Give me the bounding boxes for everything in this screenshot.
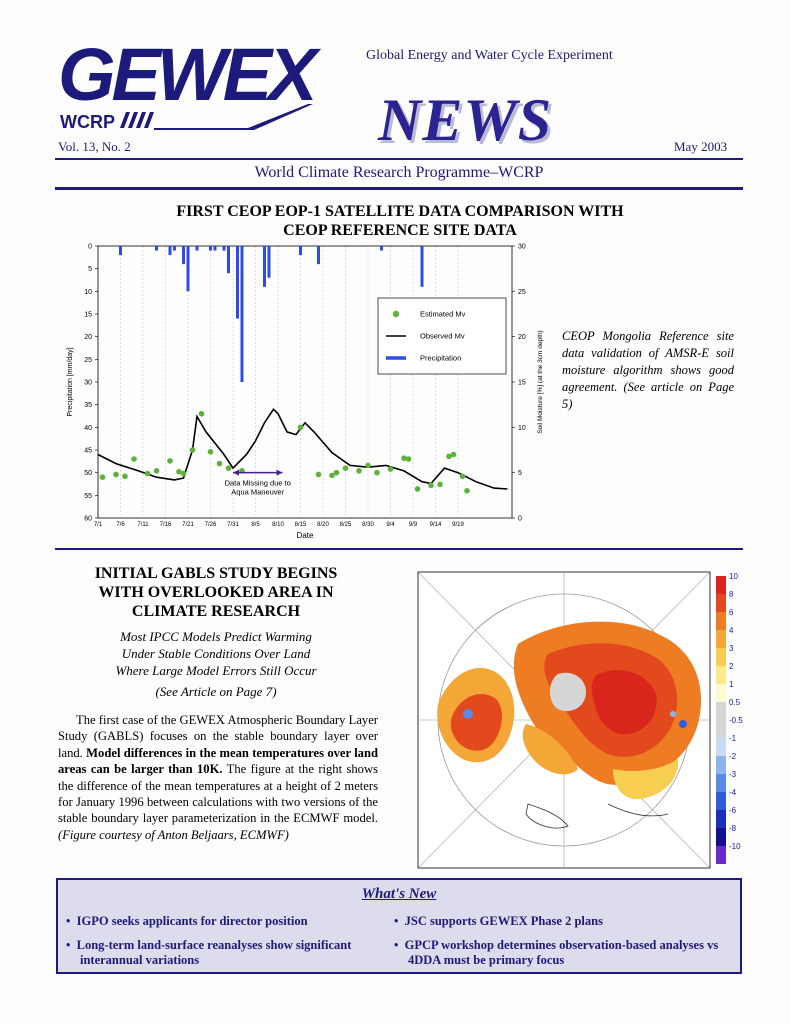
- y-left-tick-label: 30: [84, 379, 92, 387]
- precipitation-bar: [299, 246, 302, 255]
- x-tick-label: 9/14: [429, 522, 442, 528]
- estimated-mv-point: [406, 456, 412, 462]
- y-right-tick-label: 10: [518, 424, 526, 432]
- scale-label: -6: [729, 806, 737, 815]
- whats-new-item[interactable]: • JSC supports GEWEX Phase 2 plans: [394, 914, 603, 928]
- article2-body-part1: The first case of the GEWEX Atmospheric Boundary Layer Study (GABLS) focuses on the stable boundary layer over land.: [58, 713, 378, 760]
- annotation-arrow-head-left: [233, 470, 239, 476]
- x-tick-label: 9/4: [386, 522, 395, 528]
- chart-svg: [60, 238, 550, 544]
- chart-caption: CEOP Mongolia Reference site data validation of AMSR-E soil moisture algorithm shows good agreement. (See article on Page 5): [562, 329, 734, 411]
- legend-entry: Precipitation: [420, 353, 462, 363]
- scale-swatch: [716, 810, 726, 828]
- precipitation-bar: [317, 246, 320, 264]
- precipitation-bar: [223, 246, 226, 251]
- scale-swatch: [716, 720, 726, 738]
- scale-label: 3: [729, 644, 734, 653]
- article2-subtitle-line2: Under Stable Conditions Over Land: [121, 646, 311, 661]
- estimated-mv-point: [145, 471, 151, 477]
- scale-label: -10: [729, 842, 741, 851]
- estimated-mv-point: [428, 483, 434, 489]
- estimated-mv-point: [190, 447, 196, 453]
- article1-headline: [60, 202, 740, 240]
- estimated-mv-point: [113, 472, 119, 478]
- scale-swatch: [716, 756, 726, 774]
- scale-swatch: [716, 738, 726, 756]
- legend-entry: Observed Mv: [420, 331, 465, 341]
- scale-swatch: [716, 792, 726, 810]
- scale-label: 6: [729, 608, 734, 617]
- scale-label: 0.5: [729, 698, 741, 707]
- y-left-tick-label: 60: [84, 515, 92, 523]
- scale-swatch: [716, 684, 726, 702]
- scale-swatch: [716, 666, 726, 684]
- x-tick-label: 8/10: [272, 522, 284, 528]
- scale-label: -0.5: [729, 716, 743, 725]
- precipitation-bar: [421, 246, 424, 287]
- issue-date: May 2003: [674, 139, 728, 154]
- scale-label: 2: [729, 662, 734, 671]
- x-tick-label: 8/5: [251, 522, 260, 528]
- precipitation-bar: [182, 246, 185, 264]
- annotation-text-line1: Data Missing due to: [224, 478, 291, 488]
- whats-new-item-text: JSC supports GEWEX Phase 2 plans: [404, 914, 603, 928]
- scale-label: -3: [729, 770, 737, 779]
- scale-swatch: [716, 702, 726, 720]
- estimated-mv-point: [199, 411, 205, 417]
- precipitation-bar: [155, 246, 158, 251]
- estimated-mv-point: [343, 465, 349, 471]
- scale-label: 4: [729, 626, 734, 635]
- y-left-axis-title: Precipitation [mm/day]: [67, 347, 74, 417]
- article2-headline-line1: INITIAL GABLS STUDY BEGINS: [94, 565, 338, 582]
- y-left-tick-label: 25: [84, 356, 92, 364]
- whats-new-item[interactable]: • GPCP workshop determines observation-based analyses vs 4DDA must be primary focus: [394, 938, 719, 967]
- scale-label: -8: [729, 824, 737, 833]
- whats-new-item-text: IGPO seeks applicants for director position: [76, 914, 308, 928]
- estimated-mv-point: [122, 473, 128, 479]
- observed-mv-line: [98, 409, 508, 489]
- estimated-mv-point: [334, 470, 340, 476]
- y-left-tick-label: 0: [88, 243, 92, 251]
- precipitation-bar: [187, 246, 190, 291]
- estimated-mv-point: [464, 488, 470, 494]
- logo-sub-text: WCRP: [60, 112, 115, 132]
- x-tick-label: 7/1: [93, 522, 103, 528]
- estimated-mv-point: [167, 458, 173, 464]
- article2-headline-line3: CLIMATE RESEARCH: [131, 603, 301, 620]
- estimated-mv-point: [451, 452, 457, 458]
- y-left-tick-label: 50: [84, 470, 92, 478]
- x-tick-label: 8/25: [339, 522, 352, 528]
- x-tick-label: 7/26: [204, 522, 217, 528]
- map-svg: [408, 564, 748, 874]
- annotation-arrow-head-right: [277, 470, 283, 476]
- x-tick-label: 7/21: [182, 522, 194, 528]
- x-tick-label: 9/9: [408, 522, 418, 528]
- precipitation-bar: [173, 246, 176, 251]
- y-right-tick-label: 20: [518, 334, 526, 342]
- estimated-mv-point: [298, 425, 304, 431]
- scale-swatch: [716, 630, 726, 648]
- soil-moisture-chart: [60, 238, 550, 549]
- whats-new-title: What's New: [361, 886, 437, 902]
- annotation-text-line2: Aqua Maneuver: [231, 487, 285, 497]
- estimated-mv-point: [388, 466, 394, 472]
- estimated-mv-point: [217, 461, 223, 467]
- y-right-tick-label: 25: [518, 288, 526, 296]
- y-left-tick-label: 20: [84, 334, 92, 342]
- article1-headline-line1: FIRST CEOP EOP-1 SATELLITE DATA COMPARISON WITH: [176, 203, 624, 220]
- estimated-mv-point: [316, 472, 322, 478]
- x-tick-label: 8/30: [362, 522, 374, 528]
- x-axis-title: Date: [296, 531, 314, 540]
- estimated-mv-point: [437, 482, 443, 488]
- scale-label: -1: [729, 734, 737, 743]
- estimated-mv-point: [415, 486, 421, 492]
- estimated-mv-point: [100, 474, 106, 480]
- estimated-mv-point: [181, 471, 187, 477]
- whats-new-item-text: GPCP workshop determines observation-based analyses vs 4DDA must be primary focus: [404, 938, 719, 967]
- x-tick-label: 8/20: [317, 522, 329, 528]
- x-tick-label: 8/15: [294, 522, 307, 528]
- map-land: [418, 572, 710, 868]
- precipitation-bar: [214, 246, 217, 251]
- scale-label: -2: [729, 752, 737, 761]
- estimated-mv-point: [208, 449, 214, 455]
- scale-swatch: [716, 828, 726, 846]
- x-tick-label: 7/6: [116, 522, 125, 528]
- whats-new-item-text: Long-term land-surface reanalyses show significant interannual variations: [76, 938, 352, 967]
- header-tagline: Global Energy and Water Cycle Experiment: [366, 48, 613, 63]
- scale-label: -4: [729, 788, 737, 797]
- volume-number: Vol. 13, No. 2: [58, 139, 131, 154]
- estimated-mv-point: [356, 468, 362, 474]
- x-tick-label: 7/16: [159, 522, 172, 528]
- whats-new-item[interactable]: • Long-term land-surface reanalyses show significant interannual variations: [66, 938, 352, 967]
- whats-new-item[interactable]: • IGPO seeks applicants for director position: [66, 914, 308, 928]
- article2-headline: [62, 564, 370, 621]
- y-left-tick-label: 55: [84, 492, 92, 500]
- y-left-tick-label: 15: [84, 311, 92, 319]
- y-left-tick-label: 45: [84, 447, 92, 455]
- x-tick-label: 7/31: [227, 522, 239, 528]
- section-rule: [55, 548, 743, 550]
- y-left-tick-label: 35: [84, 402, 92, 410]
- article2-subtitle-line3: Where Large Model Errors Still Occur: [115, 663, 317, 678]
- article2-see-article: (See Article on Page 7): [155, 684, 277, 699]
- header-rule-top: [55, 158, 743, 160]
- y-right-tick-label: 15: [518, 379, 526, 387]
- y-right-tick-label: 0: [518, 515, 522, 523]
- precipitation-bar: [236, 246, 239, 319]
- scale-label: 10: [729, 572, 738, 581]
- scale-swatch: [716, 648, 726, 666]
- scale-swatch: [716, 774, 726, 792]
- article2-subtitle-line1: Most IPCC Models Predict Warming: [120, 629, 312, 644]
- legend-estimated-marker: [393, 311, 399, 317]
- logo-main-text: GEWEX: [58, 40, 314, 116]
- article2-body-bold: Model differences in the mean temperatures over land areas can be larger than 10K.: [58, 745, 378, 777]
- map-color-scale: [716, 572, 743, 864]
- estimated-mv-point: [374, 470, 380, 476]
- article2-body: [58, 712, 378, 843]
- scale-swatch: [716, 846, 726, 864]
- estimated-mv-point: [460, 473, 466, 479]
- precipitation-bar: [209, 246, 212, 251]
- article2-headline-line2: WITH OVERLOOKED AREA IN: [98, 584, 334, 601]
- article2-body-part2: The figure at the right shows the difference of the mean temperatures at a height of 2 meters for January 1996 between calculations with two versions of the stable boundary layer parameterization in the ECMWF model.: [58, 762, 378, 826]
- x-tick-label: 7/11: [137, 522, 149, 528]
- scale-swatch: [716, 612, 726, 630]
- y-left-tick-label: 40: [84, 424, 92, 432]
- temperature-difference-map: [408, 564, 748, 879]
- scale-swatch: [716, 594, 726, 612]
- article2-subtitle: [62, 628, 370, 679]
- gewex-logo: [58, 40, 358, 137]
- estimated-mv-point: [226, 465, 232, 471]
- estimated-mv-point: [131, 456, 137, 462]
- precipitation-bar: [169, 246, 172, 255]
- header-rule-bottom: [55, 187, 743, 190]
- precipitation-bar: [196, 246, 199, 251]
- x-tick-label: 9/19: [452, 522, 464, 528]
- article1-headline-line2: CEOP REFERENCE SITE DATA: [283, 222, 517, 239]
- article2-body-credit: (Figure courtesy of Anton Beljaars, ECMWF): [58, 827, 289, 842]
- scale-swatch: [716, 576, 726, 594]
- y-left-tick-label: 10: [84, 288, 92, 296]
- scale-label: 1: [729, 680, 734, 689]
- precipitation-bar: [119, 246, 122, 255]
- legend-entry: Estimated Mv: [420, 309, 466, 319]
- news-title: NEWS: [378, 87, 553, 153]
- precipitation-bar: [227, 246, 230, 273]
- precipitation-bar: [268, 246, 271, 278]
- y-left-tick-label: 5: [88, 266, 92, 274]
- y-right-tick-label: 30: [518, 243, 526, 251]
- precipitation-bar: [241, 246, 244, 382]
- estimated-mv-point: [154, 468, 160, 474]
- precipitation-bar: [380, 246, 383, 251]
- programme-name: World Climate Research Programme–WCRP: [254, 164, 544, 181]
- scale-label: 8: [729, 590, 734, 599]
- y-right-tick-label: 5: [518, 470, 522, 478]
- estimated-mv-point: [365, 463, 371, 469]
- y-right-axis-title: Soil Moisture [%] (at the 3cm depth): [537, 330, 544, 434]
- whats-new-box: [56, 878, 742, 974]
- precipitation-bar: [263, 246, 266, 287]
